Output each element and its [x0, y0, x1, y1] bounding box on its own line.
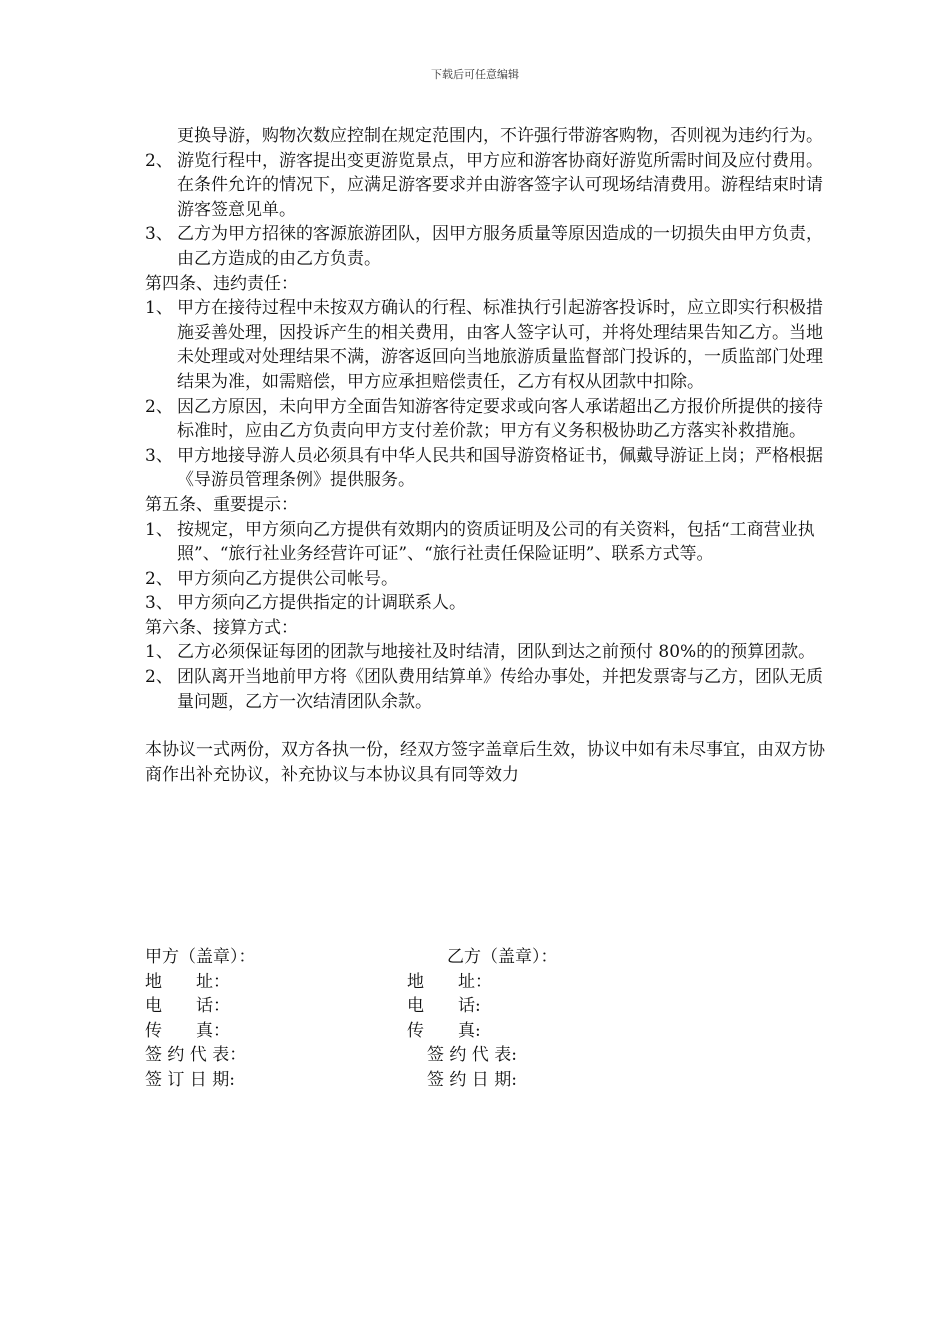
page-header: 下载后可任意编辑	[431, 68, 519, 81]
item-number: 1、	[145, 642, 173, 663]
item-text: 甲方在接待过程中未按双方确认的行程、标准执行引起游客投诉时，应立即实行积极措施妥善处理，因投诉产生的相关费用，由客人签字认可，并将处理结果告知乙方。当地未处理或对处理结果不满，游客返回向当地旅游质量监督部门投诉的，一质监部门处理结果为准，如需赔偿，甲方应承担赔偿责任，乙方有权从团款中扣除。	[177, 298, 823, 392]
party-a-fax-label: 传 真：	[145, 1020, 230, 1041]
signature-row	[145, 945, 785, 970]
party-b-date-label: 签 约 日 期:	[427, 1069, 517, 1090]
section-title: 第四条、违约责任：	[145, 273, 298, 294]
signature-row	[145, 994, 785, 1019]
list-item	[145, 640, 825, 665]
item-number: 1、	[145, 519, 173, 540]
item-text: 游览行程中，游客提出变更游览景点，甲方应和游客协商好游览所需时间及应付费用。在条件允许的情况下，应满足游客要求并由游客签字认可现场结清费用。游程结束时请游客签意见单。	[177, 150, 823, 220]
item-text: 乙方必须保证每团的团款与地接社及时结清，团队到达之前预付 80%的的预算团款。	[177, 642, 816, 663]
party-a-representative-label: 签 约 代 表：	[145, 1045, 247, 1065]
item-number: 2、	[145, 667, 173, 688]
paragraph-gap	[145, 714, 825, 738]
list-item	[145, 591, 825, 616]
signature-row	[145, 1043, 785, 1068]
party-b-representative-label: 签 约 代 表:	[427, 1045, 517, 1065]
contract-body	[145, 124, 825, 787]
party-b-address-label: 地 址：	[407, 971, 492, 992]
item-text: 甲方地接导游人员必须具有中华人民共和国导游资格证书，佩戴导游证上岗；严格根据《导游员管理条例》提供服务。	[177, 445, 823, 491]
item-number: 3、	[145, 224, 173, 245]
signature-block	[145, 945, 785, 1092]
party-a-phone-label: 电 话：	[145, 996, 230, 1016]
item-text: 甲方须向乙方提供公司帐号。	[177, 568, 398, 589]
list-item	[145, 296, 825, 394]
party-a-seal-label: 甲方（盖章）：	[145, 947, 256, 967]
item-number: 3、	[145, 445, 173, 466]
party-b-phone-label: 电 话:	[407, 996, 481, 1016]
list-item	[145, 149, 825, 223]
item-text: 甲方须向乙方提供指定的计调联系人。	[177, 593, 466, 614]
list-item	[145, 567, 825, 592]
item-number: 2、	[145, 150, 173, 171]
section-title: 第六条、接算方式：	[145, 617, 298, 638]
list-item	[145, 444, 825, 493]
party-a-date-label: 签 订 日 期:	[145, 1069, 235, 1090]
list-item	[145, 222, 825, 271]
closing-paragraph: 本协议一式两份，双方各执一份，经双方签字盖章后生效，协议中如有未尽事宜，由双方协商作出补充协议，补充协议与本协议具有同等效力	[145, 740, 825, 785]
signature-row	[145, 1068, 785, 1093]
item-text: 团队离开当地前甲方将《团队费用结算单》传给办事处，并把发票寄与乙方，团队无质量问题，乙方一次结清团队余款。	[177, 667, 823, 712]
party-a-address-label: 地 址：	[145, 971, 230, 992]
signature-row	[145, 1019, 785, 1044]
item-text: 按规定，甲方须向乙方提供有效期内的资质证明及公司的有关资料，包括“工商营业执照”、“旅行社业务经营许可证”、“旅行社责任保险证明”、联系方式等。	[177, 519, 815, 565]
list-item	[145, 665, 825, 714]
item-text: 因乙方原因，未向甲方全面告知游客待定要求或向客人承诺超出乙方报价所提供的接待标准时，应由乙方负责向甲方支付差价款；甲方有义务积极协助乙方落实补救措施。	[177, 396, 823, 442]
continuation-text: 更换导游，购物次数应控制在规定范围内，不许强行带游客购物，否则视为违约行为。	[177, 126, 823, 146]
list-item	[145, 395, 825, 444]
party-b-fax-label: 传 真:	[407, 1020, 481, 1041]
list-item	[145, 518, 825, 567]
item-text: 乙方为甲方招徕的客源旅游团队，因甲方服务质量等原因造成的一切损失由甲方负责，由乙方造成的由乙方负责。	[177, 224, 823, 269]
item-number: 1、	[145, 298, 173, 319]
item-number: 3、	[145, 593, 173, 614]
section-title: 第五条、重要提示：	[145, 494, 298, 515]
signature-row	[145, 970, 785, 995]
item-number: 2、	[145, 568, 173, 589]
item-number: 2、	[145, 396, 173, 417]
party-b-seal-label: 乙方（盖章）：	[447, 947, 558, 967]
